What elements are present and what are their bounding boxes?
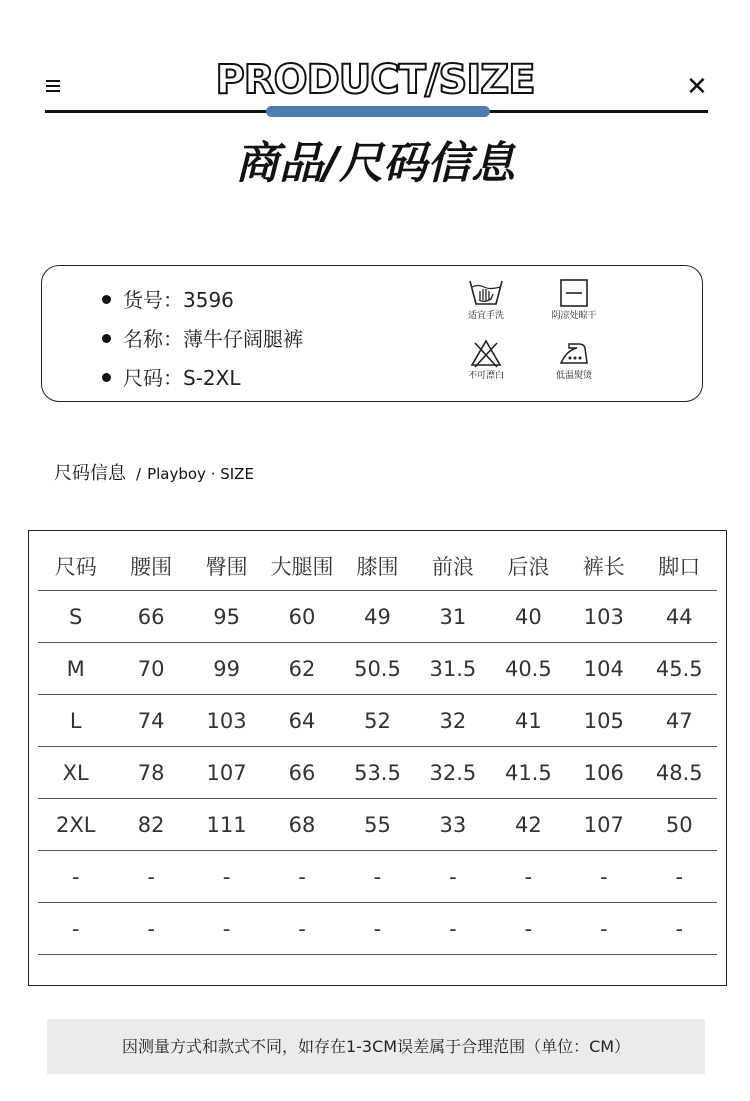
table-cell: - — [491, 903, 566, 955]
care-label: 低温熨烫 — [555, 371, 592, 381]
info-value: S-2XL — [183, 366, 241, 390]
bullet-icon — [102, 295, 111, 304]
column-header: 脚口 — [642, 542, 718, 591]
menu-icon[interactable] — [46, 80, 60, 94]
table-cell: 52 — [340, 695, 415, 747]
table-cell: 44 — [642, 591, 718, 643]
table-row — [38, 591, 717, 643]
table-cell: 47 — [642, 695, 718, 747]
section-separator: / — [136, 465, 142, 483]
table-cell: 31 — [415, 591, 490, 643]
table-row — [38, 851, 717, 903]
table-cell: 99 — [189, 643, 264, 695]
table-cell: 70 — [113, 643, 188, 695]
care-hand-wash — [446, 278, 526, 322]
table-cell: 50 — [642, 799, 718, 851]
care-label: 不可漂白 — [467, 371, 504, 381]
table-cell: 78 — [113, 747, 188, 799]
table-cell: 32 — [415, 695, 490, 747]
table-row — [38, 903, 717, 955]
table-cell: S — [38, 591, 113, 643]
table-cell: M — [38, 643, 113, 695]
column-header: 裤长 — [566, 542, 641, 591]
column-header: 腰围 — [113, 542, 188, 591]
info-label: 名称： — [123, 327, 183, 351]
size-section-heading — [54, 461, 254, 487]
table-cell: 105 — [566, 695, 641, 747]
size-table — [38, 542, 717, 955]
table-cell: L — [38, 695, 113, 747]
table-cell: - — [38, 903, 113, 955]
column-header: 前浪 — [415, 542, 490, 591]
table-cell: 32.5 — [415, 747, 490, 799]
table-cell: - — [113, 851, 188, 903]
title-en: PRODUCT/SIZE — [215, 57, 535, 103]
table-cell: 31.5 — [415, 643, 490, 695]
table-cell: 62 — [264, 643, 339, 695]
table-cell: - — [189, 851, 264, 903]
column-header: 后浪 — [491, 542, 566, 591]
info-item-name — [102, 325, 303, 353]
info-value: 薄牛仔阔腿裤 — [183, 327, 303, 351]
table-cell: - — [264, 903, 339, 955]
care-label: 阴凉处晾干 — [551, 311, 597, 321]
table-cell: 107 — [566, 799, 641, 851]
table-cell: 111 — [189, 799, 264, 851]
table-cell: 42 — [491, 799, 566, 851]
info-label: 尺码： — [123, 366, 183, 390]
table-cell: 45.5 — [642, 643, 718, 695]
table-cell: - — [566, 851, 641, 903]
measurement-note: 因测量方式和款式不同，如存在1-3CM误差属于合理范围（单位：CM） — [121, 1037, 631, 1056]
table-cell: - — [340, 903, 415, 955]
section-title: 尺码信息 — [54, 463, 126, 484]
table-cell: XL — [38, 747, 113, 799]
info-item-sku — [102, 286, 234, 314]
care-label: 适宜手洗 — [467, 311, 504, 321]
table-cell: 64 — [264, 695, 339, 747]
section-subtitle: Playboy · SIZE — [147, 465, 254, 483]
table-cell: 50.5 — [340, 643, 415, 695]
table-cell: 66 — [264, 747, 339, 799]
table-cell: 74 — [113, 695, 188, 747]
table-cell: - — [38, 851, 113, 903]
care-shade-dry — [534, 278, 614, 322]
table-cell: 106 — [566, 747, 641, 799]
table-cell: 40 — [491, 591, 566, 643]
table-cell: 103 — [189, 695, 264, 747]
table-cell: 49 — [340, 591, 415, 643]
no-bleach-icon — [470, 338, 502, 368]
table-row — [38, 695, 717, 747]
table-cell: 60 — [264, 591, 339, 643]
table-cell: 104 — [566, 643, 641, 695]
care-no-bleach — [446, 338, 526, 382]
table-row — [38, 643, 717, 695]
bullet-icon — [102, 334, 111, 343]
table-cell: 103 — [566, 591, 641, 643]
table-cell: 2XL — [38, 799, 113, 851]
header-accent-bar — [266, 106, 490, 117]
table-cell: - — [566, 903, 641, 955]
table-cell: 95 — [189, 591, 264, 643]
hand-wash-icon — [468, 278, 504, 308]
table-cell: 40.5 — [491, 643, 566, 695]
table-cell: - — [491, 851, 566, 903]
table-cell: - — [264, 851, 339, 903]
close-icon[interactable]: ✕ — [686, 72, 708, 102]
table-cell: 55 — [340, 799, 415, 851]
table-cell: 107 — [189, 747, 264, 799]
measurement-note-box — [47, 1019, 705, 1074]
table-header-row — [38, 542, 717, 591]
table-cell: 33 — [415, 799, 490, 851]
table-cell: 68 — [264, 799, 339, 851]
info-label: 货号： — [123, 288, 183, 312]
table-cell: 41 — [491, 695, 566, 747]
table-cell: 66 — [113, 591, 188, 643]
table-row — [38, 747, 717, 799]
table-cell: 41.5 — [491, 747, 566, 799]
table-cell: - — [340, 851, 415, 903]
low-iron-icon — [557, 338, 591, 368]
table-cell: 82 — [113, 799, 188, 851]
care-low-iron — [534, 338, 614, 382]
table-cell: - — [415, 851, 490, 903]
table-cell: - — [642, 851, 718, 903]
shade-dry-icon — [559, 278, 589, 308]
table-cell: 53.5 — [340, 747, 415, 799]
column-header: 大腿围 — [264, 542, 339, 591]
column-header: 膝围 — [340, 542, 415, 591]
bullet-icon — [102, 373, 111, 382]
table-row — [38, 799, 717, 851]
table-cell: - — [189, 903, 264, 955]
table-cell: 48.5 — [642, 747, 718, 799]
column-header: 臀围 — [189, 542, 264, 591]
table-cell: - — [415, 903, 490, 955]
product-info-box — [41, 265, 703, 402]
table-cell: - — [642, 903, 718, 955]
table-cell: - — [113, 903, 188, 955]
info-value: 3596 — [183, 288, 234, 312]
info-item-size — [102, 364, 240, 392]
column-header: 尺码 — [38, 542, 113, 591]
title-cn: 商品/尺码信息 — [234, 138, 516, 189]
page-header — [0, 0, 750, 189]
